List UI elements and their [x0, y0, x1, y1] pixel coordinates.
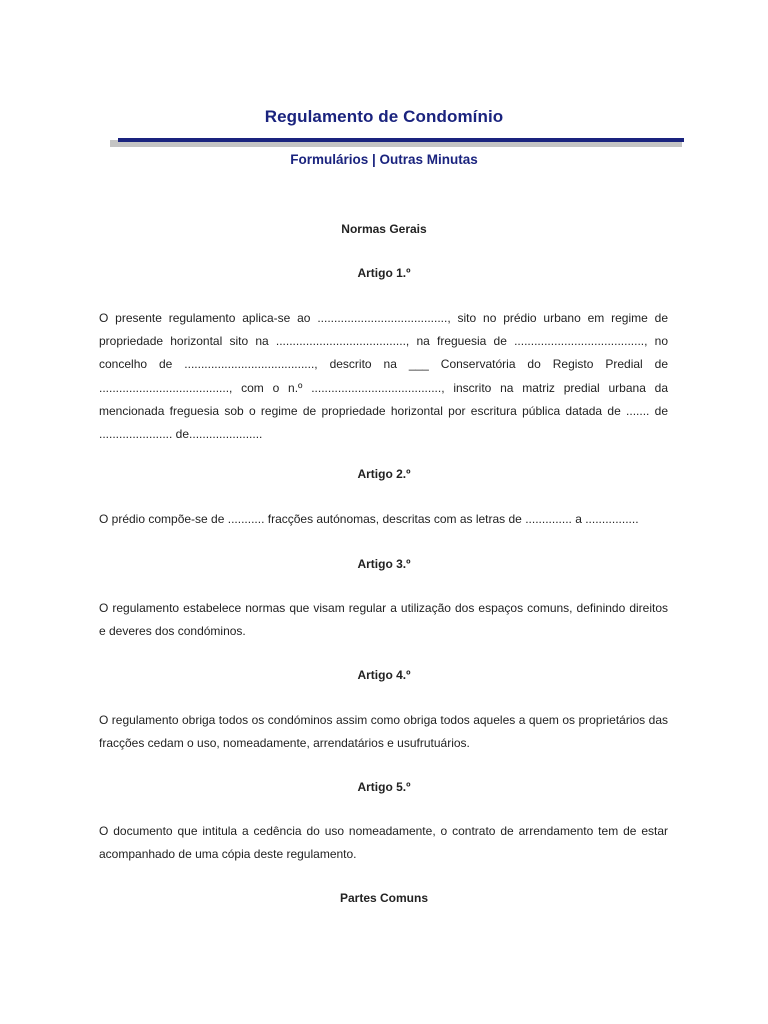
document-title: Regulamento de Condomínio: [264, 107, 504, 126]
document-subtitle: Formulários | Outras Minutas: [290, 152, 478, 167]
section-heading-normas-gerais: Normas Gerais: [341, 222, 427, 236]
article-5-heading: Artigo 5.º: [357, 780, 411, 794]
article-1-heading: Artigo 1.º: [357, 266, 411, 280]
title-rule-line: [118, 138, 684, 142]
article-4-heading: Artigo 4.º: [357, 668, 411, 682]
article-4-text: O regulamento obriga todos os condóminos assim como obriga todos aqueles a quem os proprietários das fracções cedam o uso, nomeadamente, arrendatários e usufrutuários.: [99, 713, 668, 751]
title-rule: [110, 138, 684, 148]
article-5-text: O documento que intitula a cedência do uso nomeadamente, o contrato de arrendamento tem de estar acompanhado de uma cópia deste regulamento.: [99, 824, 668, 862]
section-heading-partes-comuns: Partes Comuns: [339, 891, 429, 905]
article-1-text: O presente regulamento aplica-se ao ......................................., sito no prédio urbano em regime de propriedade horizontal sito na ......................................., na freguesia de ......................................., no concelho de ......................................., descrito na ___ Conservatória do Registo Predial de ......................................., com o n.º ......................................., inscrito na matriz predial urbana da mencionada freguesia sob o regime de propriedade horizontal por escritura pública datada de ....... de ...................... de......................: [99, 311, 668, 442]
article-3-heading: Artigo 3.º: [357, 557, 411, 571]
article-2-text: O prédio compõe-se de ........... fracções autónomas, descritas com as letras de .............. a ................: [99, 512, 639, 526]
article-2-heading: Artigo 2.º: [357, 467, 411, 481]
article-3-text: O regulamento estabelece normas que visam regular a utilização dos espaços comuns, definindo direitos e deveres dos condóminos.: [99, 601, 668, 639]
